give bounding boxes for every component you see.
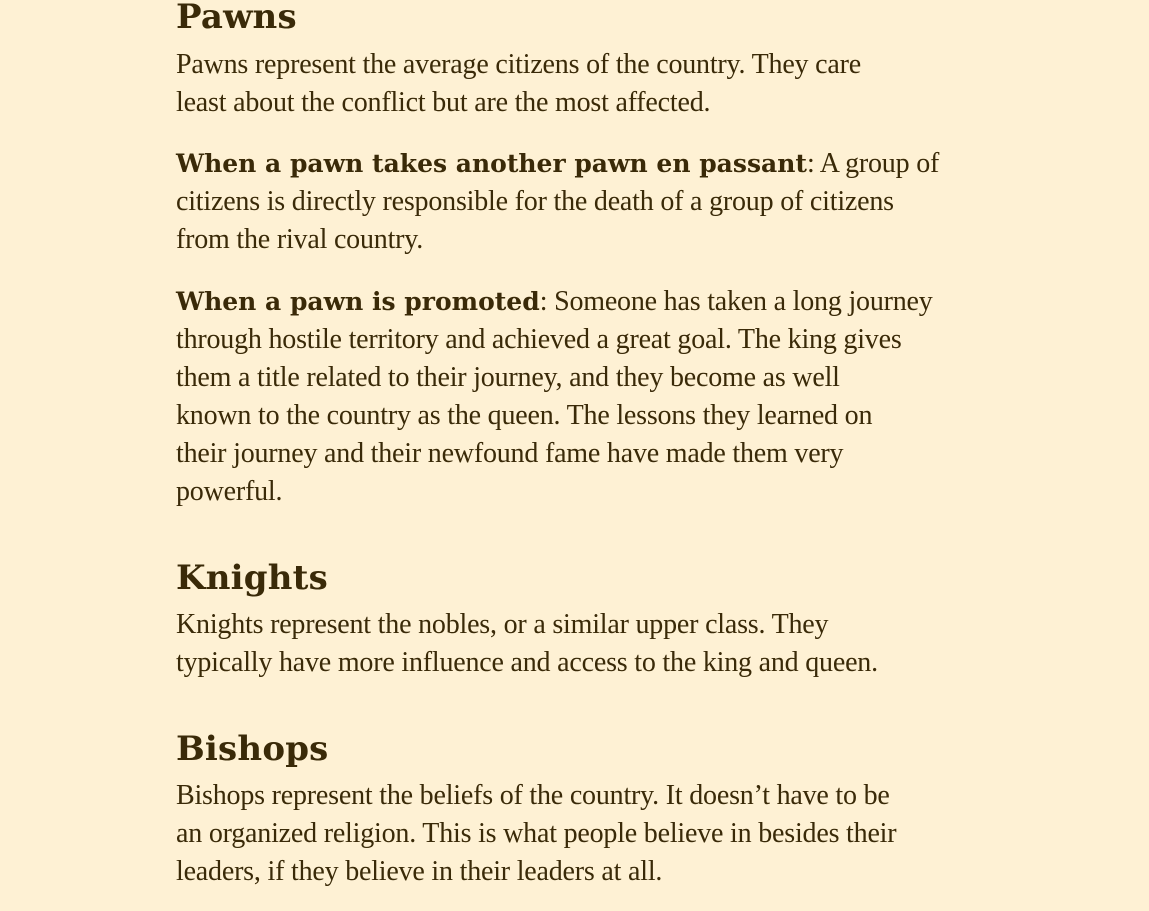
text-line: citizens is directly responsible for the death of a group of citizens: [176, 186, 894, 217]
text-line: known to the country as the queen. The lessons they learned on: [176, 400, 873, 431]
promotion-term: When a pawn is promoted: [176, 287, 540, 316]
en-passant-paragraph: [176, 145, 976, 259]
text-line: Pawns represent the average citizens of the country. They care: [176, 49, 861, 80]
text-line: least about the conflict but are the most affected.: [176, 87, 711, 118]
promotion-paragraph: [176, 283, 976, 511]
section-heading-knights: Knights: [176, 558, 328, 598]
bishops-paragraph: [176, 777, 976, 891]
text-line: leaders, if they believe in their leaders at all.: [176, 856, 663, 887]
text-line: an organized religion. This is what people believe in besides their: [176, 818, 897, 849]
text-line: : Someone has taken a long journey: [539, 286, 933, 317]
text-line: Knights represent the nobles, or a similar upper class. They: [176, 609, 829, 640]
section-heading-bishops: Bishops: [176, 729, 329, 769]
pawns-intro-paragraph: [176, 46, 976, 122]
text-line: powerful.: [176, 476, 283, 507]
text-line: their journey and their newfound fame have made them very: [176, 438, 844, 469]
en-passant-term: When a pawn takes another pawn en passant: [176, 149, 807, 178]
text-line: through hostile territory and achieved a great goal. The king gives: [176, 324, 902, 355]
text-line: Bishops represent the beliefs of the country. It doesn’t have to be: [176, 780, 890, 811]
section-heading-pawns: Pawns: [176, 0, 297, 37]
knights-paragraph: [176, 606, 976, 682]
text-line: them a title related to their journey, and they become as well: [176, 362, 840, 393]
text-line: from the rival country.: [176, 224, 424, 255]
text-line: : A group of: [806, 148, 940, 179]
text-line: typically have more influence and access to the king and queen.: [176, 647, 878, 678]
